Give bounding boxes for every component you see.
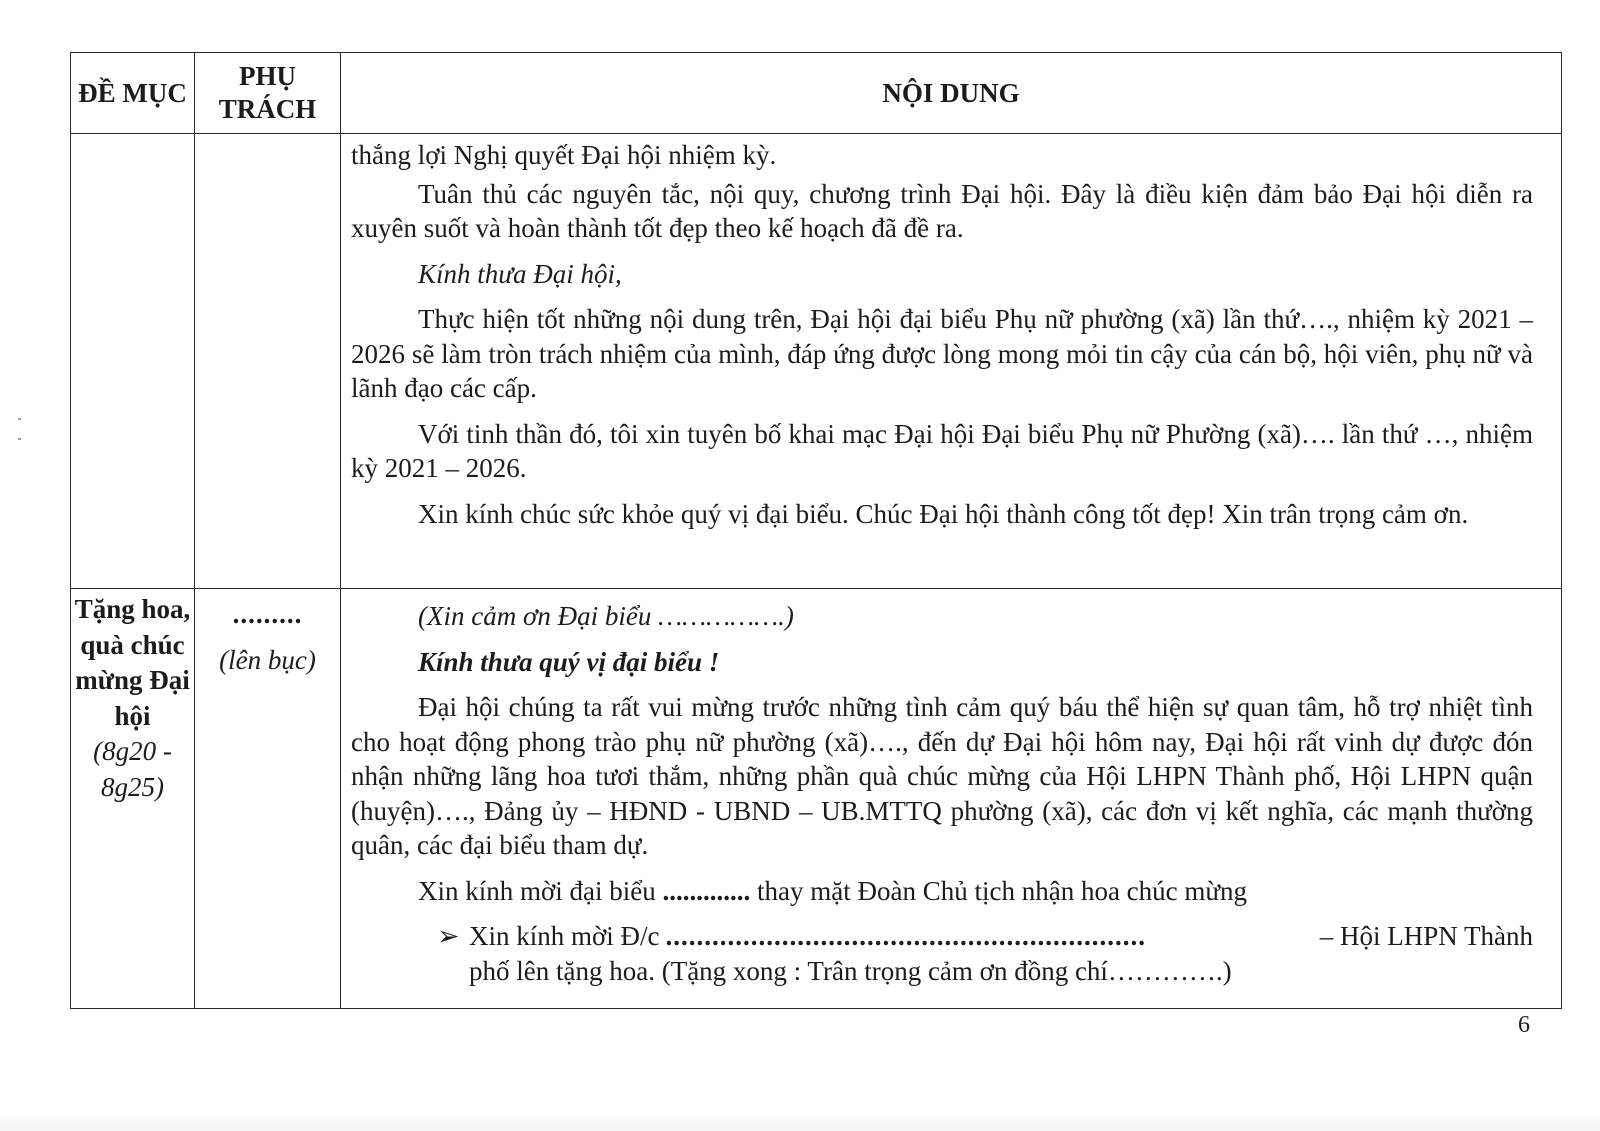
- header-noi-dung: NỘI DUNG: [341, 53, 1562, 134]
- responsible-cell: [195, 589, 341, 1009]
- bullet-dots: ..............................................................: [665, 921, 1147, 951]
- paragraph: Thực hiện tốt những nội dung trên, Đại hội đại biểu Phụ nữ phường (xã) lần thứ…., nhiệm kỳ 2021 – 2026 sẽ làm tròn trách nhiệm của mình, đáp ứng được lòng mong mỏi tin cậy của cán bộ, hội viên, phụ nữ và lãnh đạo các cấp.: [351, 304, 1533, 403]
- paragraph: (Xin cảm ơn Đại biểu …………….): [418, 601, 794, 631]
- paragraph: Tuân thủ các nguyên tắc, nội quy, chương trình Đại hội. Đây là điều kiện đảm bảo Đại hội diễn ra xuyên suốt và hoàn thành tốt đẹp theo kế hoạch đã đề ra.: [351, 178, 1533, 243]
- header-phu-trach: PHỤ TRÁCH: [195, 53, 341, 134]
- greeting: Kính thưa quý vị đại biểu !: [418, 646, 720, 677]
- arrow-bullet-icon: ➢: [437, 921, 460, 951]
- section-title: Tặng hoa, quà chúc mừng Đại hội: [74, 594, 191, 731]
- bullet-text: Xin kính mời Đ/c: [469, 921, 660, 951]
- page-number: 6: [1518, 1012, 1530, 1038]
- bullet-text-line2: phố lên tặng hoa. (Tặng xong : Trân trọng cảm ơn đồng chí………….): [469, 955, 1232, 986]
- section-cell: [71, 134, 195, 589]
- responsible-note: (lên bục): [219, 645, 316, 675]
- paragraph: [351, 874, 1533, 909]
- table-header-row: [71, 53, 1562, 134]
- scan-edge: [0, 1111, 1600, 1131]
- paragraph: Đại hội chúng ta rất vui mừng trước những tình cảm quý báu thể hiện sự quan tâm, hỗ trợ nhiệt tình cho hoạt động phong trào phụ nữ phường (xã)…., đến dự Đại hội hôm nay, Đại hội rất vinh dự được đón nhận những lãng hoa tươi thắm, những phần quà chúc mừng của Hội LHPN Thành phố, Hội LHPN quận (huyện)…., Đảng ủy – HĐND - UBND – UB.MTTQ phường (xã), các đơn vị kết nghĩa, các mạnh thường quân, các đại biểu tham dự.: [351, 692, 1533, 860]
- paragraph: Xin kính chúc sức khỏe quý vị đại biểu. Chúc Đại hội thành công tốt đẹp! Xin trân trọng cảm ơn.: [418, 498, 1469, 529]
- invite-text-after: thay mặt Đoàn Chủ tịch nhận hoa chúc mừng: [757, 875, 1248, 906]
- header-de-muc: ĐỀ MỤC: [71, 53, 195, 134]
- content-cell: [341, 589, 1562, 1009]
- content-cell: [341, 134, 1562, 589]
- paragraph: thắng lợi Nghị quyết Đại hội nhiệm kỳ.: [351, 140, 777, 170]
- scan-speck: [18, 418, 21, 420]
- table-row: [71, 134, 1562, 589]
- paragraph: Với tinh thần đó, tôi xin tuyên bố khai mạc Đại hội Đại biểu Phụ nữ Phường (xã)…. lần thứ …, nhiệm kỳ 2021 – 2026.: [351, 418, 1533, 483]
- table-row: [71, 589, 1562, 1009]
- section-cell: [71, 589, 195, 1009]
- bullet-item: [351, 919, 1533, 988]
- bullet-text-after: – Hội LHPN Thành: [1319, 921, 1533, 951]
- responsible-cell: [195, 134, 341, 589]
- invite-dots: .............: [662, 875, 751, 906]
- scan-speck: [18, 438, 21, 440]
- invite-text: Xin kính mời đại biểu: [418, 875, 656, 906]
- program-table: [70, 52, 1562, 1009]
- greeting: Kính thưa Đại hội,: [418, 258, 622, 289]
- section-time: (8g20 - 8g25): [93, 736, 172, 802]
- responsible-placeholder: .........: [232, 599, 303, 629]
